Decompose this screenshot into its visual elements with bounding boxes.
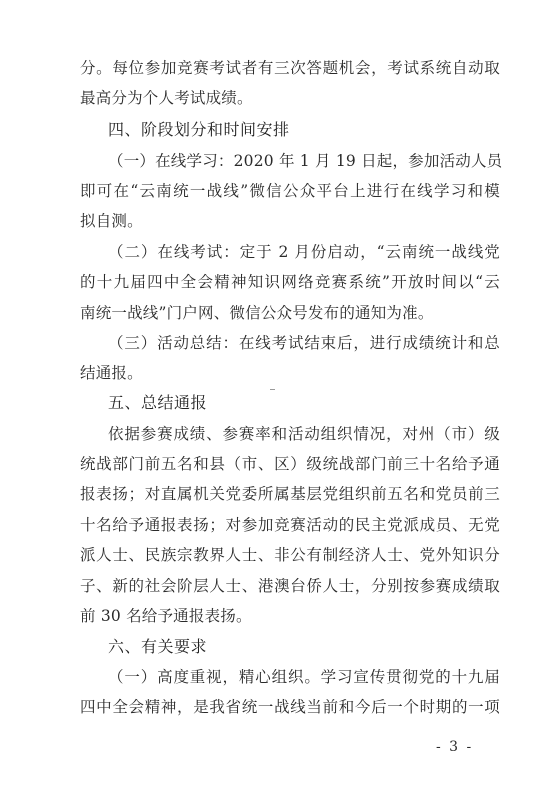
- paragraph-5-line-7: 前 30 名给予通报表扬。: [80, 607, 252, 625]
- section-heading-4: 四、阶段划分和时间安排: [108, 120, 290, 139]
- paragraph-5-line-3: 报表扬；对直属机关党委所属基层党组织前五名和党员前三: [80, 485, 500, 503]
- paragraph-2-line-2: 即可在“云南统一战线”微信公众平台上进行在线学习和模: [80, 182, 500, 200]
- paragraph-2-line-1: （一）在线学习：2020 年 1 月 19 日起，参加活动人员: [108, 152, 503, 170]
- paragraph-3-line-1: （二）在线考试：定于 2 月份启动，“云南统一战线党: [108, 243, 500, 261]
- paragraph-4-line-1: （三）活动总结：在线考试结束后，进行成绩统计和总: [108, 334, 500, 352]
- paragraph-3-line-3: 南统一战线”门户网、微信公众号发布的通知为准。: [80, 304, 434, 322]
- paragraph-1-line-1: 分。每位参加竞赛考试者有三次答题机会，考试系统自动取: [80, 59, 500, 77]
- page-number: - 3 -: [436, 739, 474, 755]
- paragraph-6-line-2: 四中全会精神，是我省统一战线当前和今后一个时期的一项: [80, 698, 500, 716]
- paragraph-1-line-2: 最高分为个人考试成绩。: [80, 89, 253, 107]
- paragraph-6-line-1: （一）高度重视，精心组织。学习宣传贯彻党的十九届: [108, 668, 500, 686]
- paragraph-5-line-2: 统战部门前五名和县（市、区）级统战部门前三十名给予通: [80, 455, 500, 473]
- scan-speck: [270, 389, 275, 390]
- paragraph-5-line-4: 十名给予通报表扬；对参加竞赛活动的民主党派成员、无党: [80, 516, 500, 534]
- paragraph-5-line-6: 子、新的社会阶层人士、港澳台侨人士，分别按参赛成绩取: [80, 577, 500, 595]
- paragraph-4-line-2: 结通报。: [80, 364, 143, 382]
- section-heading-5: 五、总结通报: [108, 393, 208, 412]
- paragraph-5-line-5: 派人士、民族宗教界人士、非公有制经济人士、党外知识分: [80, 546, 500, 564]
- section-heading-6: 六、有关要求: [108, 637, 208, 656]
- paragraph-3-line-2: 的十九届四中全会精神知识网络竞赛系统”开放时间以“云: [80, 273, 500, 291]
- paragraph-5-line-1: 依据参赛成绩、参赛率和活动组织情况，对州（市）级: [108, 425, 500, 443]
- paragraph-2-line-3: 拟自测。: [80, 212, 143, 230]
